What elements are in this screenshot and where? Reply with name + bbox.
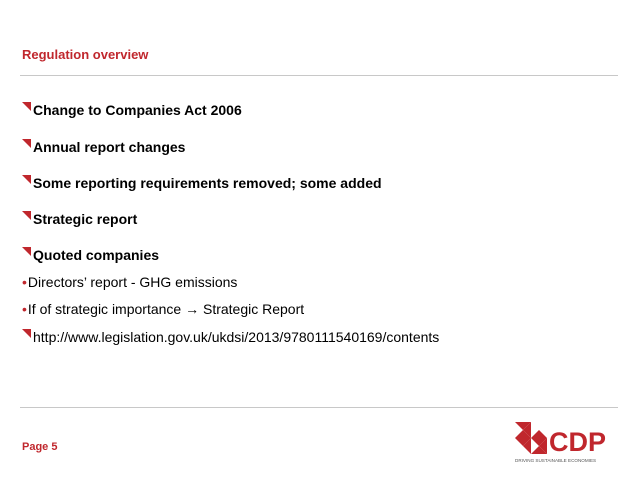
page-number: Page 5 — [22, 441, 58, 453]
sub-bullet-item — [22, 300, 304, 318]
logo-tagline: DRIVING SUSTAINABLE ECONOMIES — [515, 458, 597, 463]
bullet-dot-icon: • — [22, 301, 27, 317]
bullet-marker-icon — [22, 211, 31, 220]
bullet-marker-icon — [22, 175, 31, 184]
bullet-item — [22, 328, 439, 346]
bullet-marker-icon — [22, 102, 31, 111]
bullet-text: Strategic report — [33, 211, 138, 227]
bullet-item — [22, 210, 137, 228]
bullet-marker-icon — [22, 139, 31, 148]
cdp-logo-icon — [515, 422, 547, 454]
bullet-item — [22, 246, 159, 264]
bullet-dot-icon: • — [22, 274, 27, 290]
bullet-text: Directors’ report - GHG emissions — [27, 274, 238, 290]
bullet-marker-icon — [22, 329, 31, 338]
bullet-text: Change to Companies Act 2006 — [33, 102, 242, 118]
bullet-item — [22, 174, 382, 192]
bullet-text: If of strategic importance → Strategic Report — [27, 301, 305, 317]
sub-bullet-item — [22, 273, 237, 291]
bullet-item — [22, 138, 185, 156]
bullet-item — [22, 101, 242, 119]
bullet-text: Some reporting requirements removed; some added — [33, 175, 382, 191]
bullet-text: Annual report changes — [33, 139, 186, 155]
legislation-link[interactable]: http://www.legislation.gov.uk/ukdsi/2013/9780111540169/contents — [33, 329, 440, 345]
footer-divider — [20, 407, 618, 408]
title-divider — [20, 75, 618, 76]
bullet-text: Quoted companies — [33, 247, 160, 263]
logo-wordmark: CDP — [549, 427, 607, 457]
slide-title: Regulation overview — [22, 47, 149, 62]
bullet-marker-icon — [22, 247, 31, 256]
cdp-logo — [513, 418, 613, 464]
